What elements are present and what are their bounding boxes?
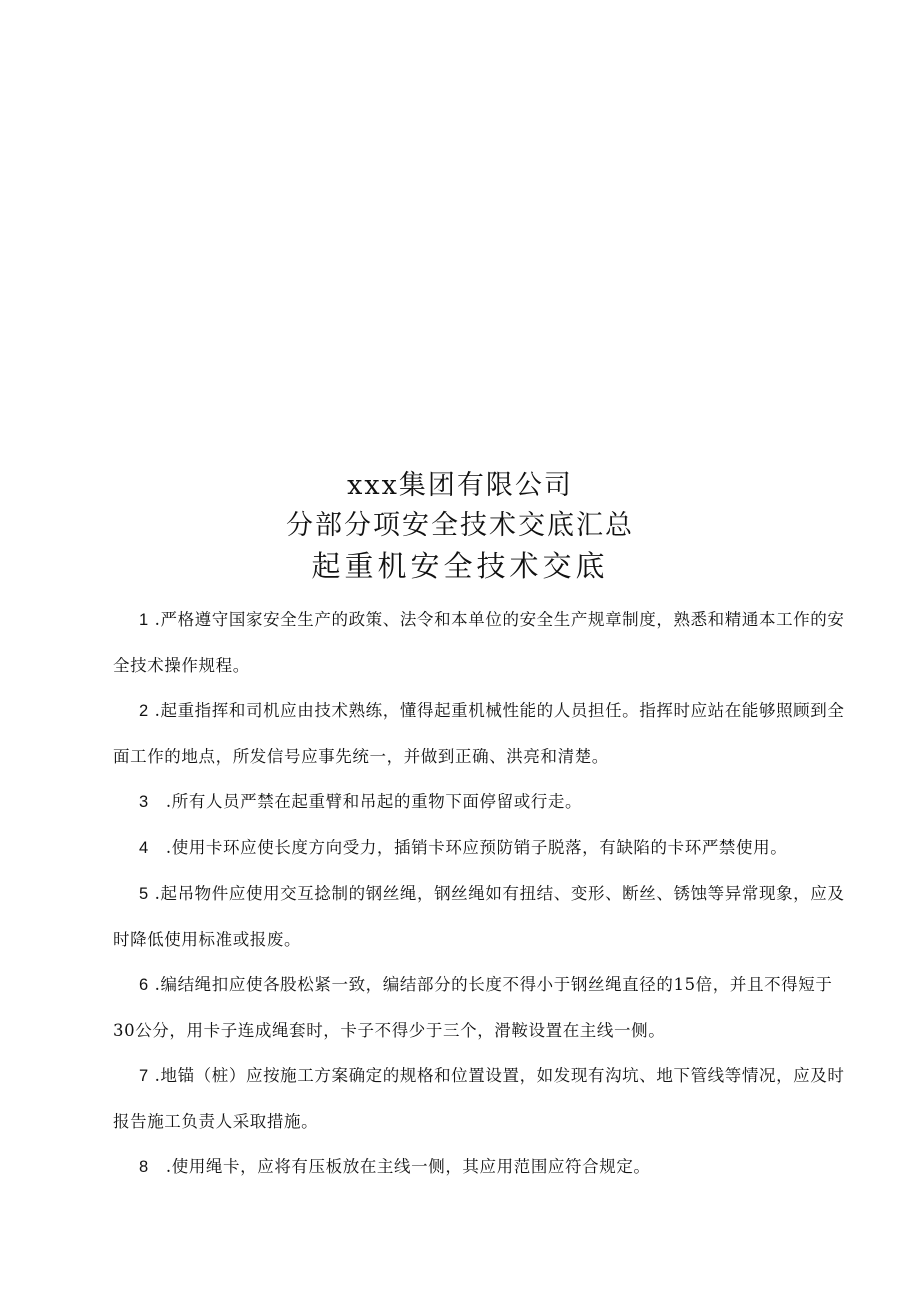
document-subtitle: 分部分项安全技术交底汇总 <box>286 510 634 541</box>
list-item <box>113 962 853 1053</box>
document-title: 起重机安全技术交底 <box>311 549 609 583</box>
title-block <box>0 466 920 586</box>
item-text: .严格遵守国家安全生产的政策、法令和本单位的安全生产规章制度，熟悉和精通本工作的安全技术操作规程。 <box>113 610 845 675</box>
item-list <box>113 597 853 1190</box>
item-text: .编结绳扣应使各股松紧一致，编结部分的长度不得小于钢丝绳直径的15倍，并且不得短于30公分，用卡子连成绳套时，卡子不得少于三个，滑鞍设置在主线一侧。 <box>113 975 833 1040</box>
item-number: 7 <box>139 1067 149 1085</box>
item-number: 6 <box>139 976 149 994</box>
list-item <box>113 1053 853 1144</box>
list-item <box>113 1144 853 1190</box>
list-item <box>113 779 853 825</box>
item-number: 8 <box>139 1158 149 1176</box>
list-item <box>113 688 853 779</box>
company-name: xxx集团有限公司 <box>347 470 573 501</box>
item-text: .使用卡环应使长度方向受力，插销卡环应预防销子脱落，有缺陷的卡环严禁使用。 <box>148 838 788 857</box>
item-text: .起重指挥和司机应由技术熟练，懂得起重机械性能的人员担任。指挥时应站在能够照顾到全面工作的地点，所发信号应事先统一，并做到正确、洪亮和清楚。 <box>113 701 845 766</box>
item-number: 4 <box>139 839 149 857</box>
item-number: 3 <box>139 793 149 811</box>
list-item <box>113 597 853 688</box>
item-text: .地锚（桩）应按施工方案确定的规格和位置设置，如发现有沟坑、地下管线等情况，应及时报告施工负责人采取措施。 <box>113 1066 845 1131</box>
item-number: 5 <box>139 885 149 903</box>
item-number: 1 <box>139 611 149 629</box>
item-number: 2 <box>139 702 149 720</box>
item-text: .起吊物件应使用交互捻制的钢丝绳，钢丝绳如有扭结、变形、断丝、锈蚀等异常现象，应及时降低使用标准或报废。 <box>113 884 845 949</box>
item-text: .所有人员严禁在起重臂和吊起的重物下面停留或行走。 <box>148 792 583 811</box>
list-item <box>113 871 853 962</box>
item-text: .使用绳卡，应将有压板放在主线一侧，其应用范围应符合规定。 <box>148 1157 651 1176</box>
list-item <box>113 825 853 871</box>
